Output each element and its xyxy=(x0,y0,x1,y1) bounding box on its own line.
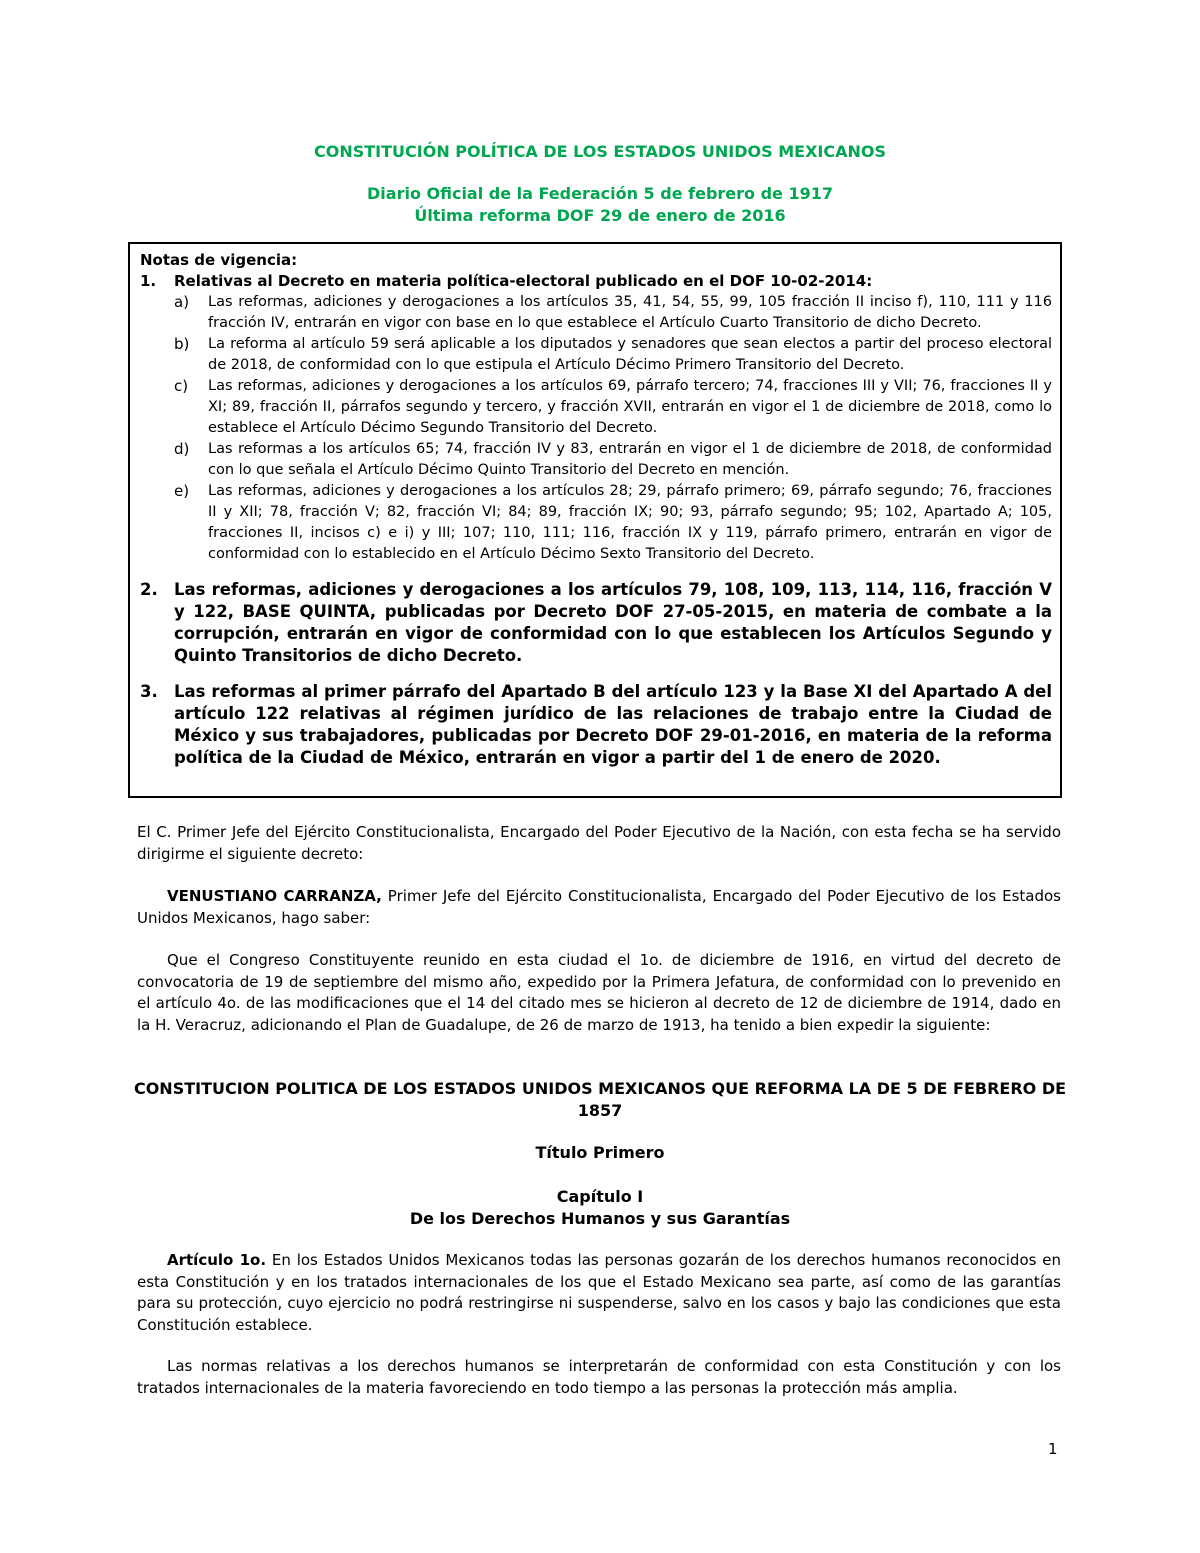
note-item-3 xyxy=(140,681,1052,769)
note-subitem xyxy=(174,292,1052,334)
document-title: CONSTITUCIÓN POLÍTICA DE LOS ESTADOS UNIDOS MEXICANOS xyxy=(313,142,886,161)
note-subitem xyxy=(174,376,1052,439)
note-text: Las reformas, adiciones y derogaciones a los artículos 79, 108, 109, 113, 114, 116, fracción V y 122, BASE QUINTA, publicadas por Decreto DOF 27-05-2015, en materia de combate a la corrupción, entrarán en vigor de conformidad con lo que establecen los Artículos Segundo y Quinto Transitorios de dicho Decreto. xyxy=(174,580,1052,665)
paragraph-intro: El C. Primer Jefe del Ejército Constitucionalista, Encargado del Poder Ejecutivo de la Nación, con esta fecha se ha servido dirigirme el siguiente decreto: xyxy=(137,823,1061,863)
page-number: 1 xyxy=(1048,1440,1058,1458)
capitulo-heading: Capítulo I xyxy=(556,1187,644,1206)
note-number: 1. xyxy=(140,272,157,290)
subitem-letter: b) xyxy=(174,335,190,353)
capitulo-name: De los Derechos Humanos y sus Garantías xyxy=(409,1209,791,1228)
notes-title: Notas de vigencia: xyxy=(140,251,298,269)
subitem-text: La reforma al artículo 59 será aplicable a los diputados y senadores que sean electos a partir del proceso electoral de 2018, de conformidad con lo que estipula el Artículo Décimo Primero Transitorio del Decreto. xyxy=(208,336,1052,373)
article-label: Artículo 1o. xyxy=(167,1251,267,1269)
article-1 xyxy=(137,1250,1061,1336)
note-text: Las reformas al primer párrafo del Apartado B del artículo 123 y la Base XI del Apartado A del artículo 122 relativas al régimen jurídico de las relaciones de trabajo entre la Ciudad de México y sus trabajadores, publicadas por Decreto DOF 29-01-2016, en materia de la reforma política de la Ciudad de México, entrarán en vigor a partir del 1 de enero de 2020. xyxy=(174,682,1052,767)
article-text: En los Estados Unidos Mexicanos todas las personas gozarán de los derechos humanos reconocidos en esta Constitución y en los tratados internacionales de los que el Estado Mexicano sea parte, así como de las garantías para su protección, cuyo ejercicio no podrá restringirse ni suspenderse, salvo en los casos y bajo las condiciones que esta Constitución establece. xyxy=(137,1251,1061,1334)
subitem-text: Las reformas, adiciones y derogaciones a los artículos 69, párrafo tercero; 74, fracciones III y VII; 76, fracciones II y XI; 89, fracción II, párrafos segundo y tercero, y fracción XVII, entrarán en vigor el 1 de diciembre de 2018, como lo establece el Artículo Décimo Segundo Transitorio del Decreto. xyxy=(208,378,1052,436)
note-number: 2. xyxy=(140,580,158,599)
subitem-text: Las reformas, adiciones y derogaciones a los artículos 35, 41, 54, 55, 99, 105 fracción II inciso f), 110, 111 y 116 fracción IV, entrarán en vigor con base en lo que establece el Artículo Cuarto Transitorio de dicho Decreto. xyxy=(208,294,1052,331)
note-heading: Relativas al Decreto en materia política-electoral publicado en el DOF 10-02-2014: xyxy=(174,272,873,290)
carranza-name: VENUSTIANO CARRANZA, xyxy=(167,887,382,905)
subitem-letter: e) xyxy=(174,482,190,500)
titulo-heading: Título Primero xyxy=(535,1143,665,1162)
note-item-2 xyxy=(140,579,1052,667)
notes-box xyxy=(128,242,1062,798)
note-subitem xyxy=(174,481,1052,565)
note-subitem xyxy=(174,439,1052,481)
note-item-1 xyxy=(140,271,1052,565)
carranza-text: Primer Jefe del Ejército Constitucionalista, Encargado del Poder Ejecutivo de los Estados Unidos Mexicanos, hago saber: xyxy=(137,887,1061,927)
note-subitem xyxy=(174,334,1052,376)
last-reform-date: Última reforma DOF 29 de enero de 2016 xyxy=(414,206,786,225)
paragraph-normas: Las normas relativas a los derechos humanos se interpretarán de conformidad con esta Constitución y con los tratados internacionales de la materia favoreciendo en todo tiempo a las personas la protección más amplia. xyxy=(137,1357,1061,1397)
paragraph-carranza xyxy=(137,886,1061,929)
subitem-letter: a) xyxy=(174,293,190,311)
subitem-letter: c) xyxy=(174,377,189,395)
paragraph-congreso: Que el Congreso Constituyente reunido en esta ciudad el 1o. de diciembre de 1916, en virtud del decreto de convocatoria de 19 de septiembre del mismo año, expedido por la Primera Jefatura, de conformidad con lo prevenido en el artículo 4o. de las modificaciones que el 14 del citado mes se hicieron al decreto de 12 de diciembre de 1914, dado en la H. Veracruz, adicionando el Plan de Guadalupe, de 26 de marzo de 1913, ha tenido a bien expedir la siguiente: xyxy=(137,951,1061,1034)
subitem-text: Las reformas a los artículos 65; 74, fracción IV y 83, entrarán en vigor el 1 de diciembre de 2018, de conformidad con lo que señala el Artículo Décimo Quinto Transitorio del Decreto en mención. xyxy=(208,441,1052,478)
note-number: 3. xyxy=(140,682,158,701)
subitem-letter: d) xyxy=(174,440,190,458)
publication-date: Diario Oficial de la Federación 5 de febrero de 1917 xyxy=(367,184,833,203)
subitem-text: Las reformas, adiciones y derogaciones a los artículos 28; 29, párrafo primero; 69, párrafo segundo; 76, fracciones II y XII; 78, fracción V; 82, fracción VI; 84; 89, fracción IX; 90; 93, párrafo segundo; 95; 102, Apartado A; 105, fracciones II, incisos c) e i) y III; 107; 110, 111; 116, fracción IX y 119, párrafo primero, entrarán en vigor de conformidad con lo establecido en el Artículo Décimo Sexto Transitorio del Decreto. xyxy=(208,483,1052,562)
constitution-heading: CONSTITUCION POLITICA DE LOS ESTADOS UNIDOS MEXICANOS QUE REFORMA LA DE 5 DE FEBRERO DE 1857 xyxy=(133,1079,1067,1120)
